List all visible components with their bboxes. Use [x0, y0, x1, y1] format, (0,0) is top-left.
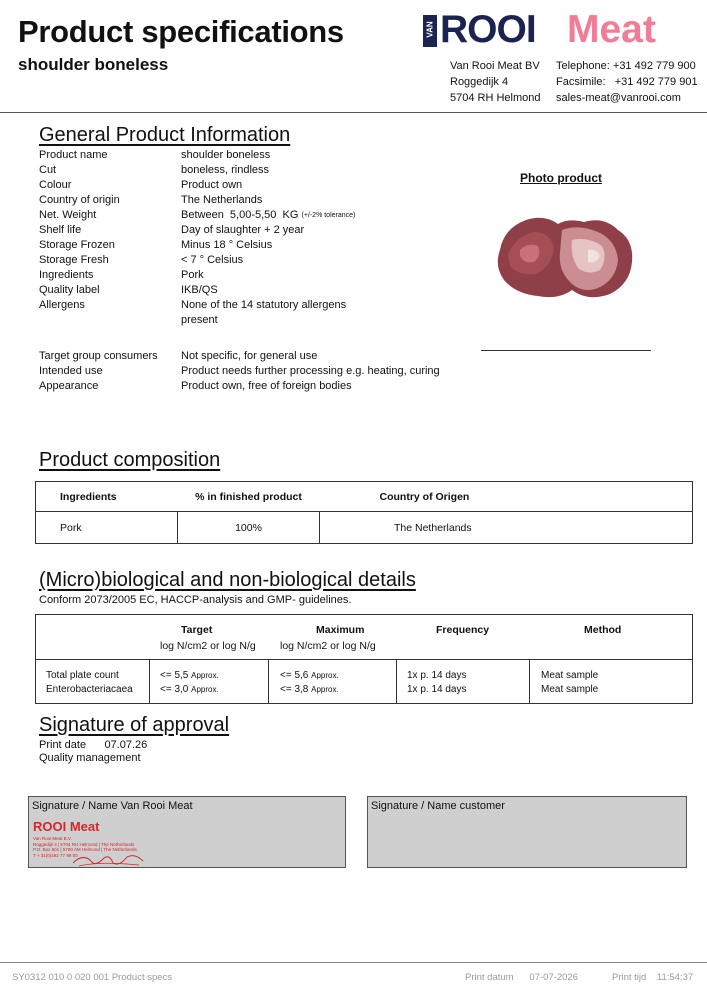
- micro-frequencies: [407, 669, 466, 697]
- signature-box-customer-label: Signature / Name customer: [371, 800, 505, 812]
- info-row-appearance: Appearance Product own, free of foreign bodies: [39, 380, 352, 392]
- micro-col-target: Target: [181, 624, 213, 636]
- info-row-storage-fresh: Storage Fresh < 7 ° Celsius: [39, 254, 244, 266]
- print-date-value: 07.07.26: [104, 739, 148, 751]
- micro-col-frequency: Frequency: [436, 624, 490, 636]
- page-title: Product specifications: [18, 14, 344, 49]
- general-info-list: [39, 148, 469, 328]
- signature-box-vanrooi-label: Signature / Name Van Rooi Meat: [32, 800, 193, 812]
- micro-names: [46, 669, 133, 697]
- info-row-target-group: Target group consumers Not specific, for general use: [39, 350, 318, 362]
- weight-tolerance: (+/-2% tolerance): [301, 212, 356, 219]
- info-row-colour: Colour Product own: [39, 179, 243, 191]
- company-street: Roggedijk 4: [450, 76, 509, 88]
- header-divider: [0, 112, 707, 113]
- table-row: [36, 512, 693, 544]
- company-name: Van Rooi Meat BV: [450, 60, 540, 72]
- micro-row-method-0: Meat sample: [541, 670, 599, 681]
- signature-box-vanrooi[interactable]: [28, 796, 346, 868]
- company-address: [450, 58, 541, 106]
- micro-methods: [541, 669, 598, 697]
- micro-row-freq-1: 1x p. 14 days: [407, 684, 467, 695]
- company-logo: [423, 9, 703, 51]
- quality-management: Quality management: [39, 752, 141, 764]
- stamp-address: Van Rooi Meat B.V. Roggedijk 4 | 5704 RH Helmond | The Netherlands P.O. Box 501 | 5700 AM Helmond | The Netherlands T + 31(0)492 77 99 00: [33, 836, 137, 858]
- info-row-product-name: Product name shoulder boneless: [39, 149, 271, 161]
- micro-row-max-1: <= 3,8: [280, 684, 309, 695]
- micro-row-target-0: <= 5,5: [160, 670, 189, 681]
- fax-value: +31 492 779 901: [614, 76, 698, 88]
- info-row-allergens: Allergens None of the 14 statutory allergens: [39, 299, 347, 311]
- info-row-ingredients: Ingredients Pork: [39, 269, 204, 281]
- info-row-storage-frozen: Storage Frozen Minus 18 ° Celsius: [39, 239, 273, 251]
- info-row-shelf-life: Shelf life Day of slaughter + 2 year: [39, 224, 305, 236]
- micro-row-freq-0: 1x p. 14 days: [407, 670, 467, 681]
- company-city: 5704 RH Helmond: [450, 92, 541, 104]
- micro-row-method-1: Meat sample: [541, 684, 599, 695]
- section-micro-title: (Micro)biological and non-biological details: [39, 569, 416, 591]
- photo-label: Photo product: [520, 171, 602, 185]
- info-row-allergens-cont: present: [181, 314, 218, 326]
- composition-table: [35, 481, 693, 544]
- composition-col-percent: % in finished product: [178, 482, 320, 512]
- micro-unit-maximum: log N/cm2 or log N/g: [280, 640, 376, 652]
- section-signature-title: Signature of approval: [39, 714, 230, 736]
- footer-doc-id: SY0312 010 0 020 001 Product specs: [12, 972, 173, 983]
- micro-row-max-0: <= 5,6: [280, 670, 309, 681]
- composition-cell-ingredient: Pork: [36, 512, 178, 544]
- page-subtitle: shoulder boneless: [18, 55, 169, 74]
- composition-cell-country: The Netherlands: [320, 512, 693, 544]
- micro-row-target-1: <= 3,0: [160, 684, 189, 695]
- print-date-label: Print date: [39, 739, 87, 751]
- micro-row-name-0: Total plate count: [46, 670, 119, 681]
- composition-col-country: Country of Origen: [320, 482, 693, 512]
- general-info-list-2: [39, 349, 469, 394]
- email-value[interactable]: sales-meat@vanrooi.com: [556, 92, 681, 104]
- info-row-intended-use: Intended use Product needs further processing e.g. heating, curing: [39, 365, 440, 377]
- micro-targets: <= 5,5 Approx. <= 3,0 Approx.: [160, 670, 219, 695]
- signature-scribble-icon: [69, 851, 149, 869]
- composition-header-row: [36, 482, 693, 512]
- info-row-net-weight: Net. Weight Between 5,00-5,50 KG (+/-2% tolerance): [39, 209, 356, 221]
- photo-divider: [481, 350, 651, 351]
- logo-rooi: ROOI: [440, 8, 536, 51]
- micro-col-maximum: Maximum: [316, 624, 365, 636]
- fax-label: Facsimile:: [556, 76, 606, 88]
- info-row-quality-label: Quality label IKB/QS: [39, 284, 218, 296]
- company-contact: [556, 58, 701, 106]
- footer-print-tijd: Print tijd 11:54:37: [612, 972, 694, 983]
- micro-table: [35, 614, 693, 704]
- phone-value: +31 492 779 900: [612, 60, 696, 72]
- footer-divider: [0, 962, 707, 963]
- micro-unit-target: log N/cm2 or log N/g: [160, 640, 256, 652]
- composition-cell-percent: 100%: [178, 512, 320, 544]
- product-photo: [492, 210, 640, 302]
- micro-row-name-1: Enterobacteriacaea: [46, 684, 133, 695]
- footer-print-datum: Print datum 07-07-2026: [465, 972, 579, 983]
- micro-subtitle: Conform 2073/2005 EC, HACCP-analysis and GMP- guidelines.: [39, 594, 352, 606]
- section-composition-title: Product composition: [39, 449, 221, 471]
- composition-col-ingredients: Ingredients: [36, 482, 178, 512]
- logo-meat: Meat: [567, 8, 656, 51]
- info-row-cut: Cut boneless, rindless: [39, 164, 270, 176]
- phone-label: Telephone:: [556, 60, 610, 72]
- section-general-title: General Product Information: [39, 124, 291, 146]
- stamp-logo: ROOI Meat: [33, 819, 100, 834]
- micro-maximums: <= 5,6 Approx. <= 3,8 Approx.: [280, 670, 339, 695]
- signature-box-customer[interactable]: [367, 796, 687, 868]
- logo-van: VAN: [425, 21, 435, 38]
- info-row-country: Country of origin The Netherlands: [39, 194, 263, 206]
- micro-col-method: Method: [584, 624, 622, 636]
